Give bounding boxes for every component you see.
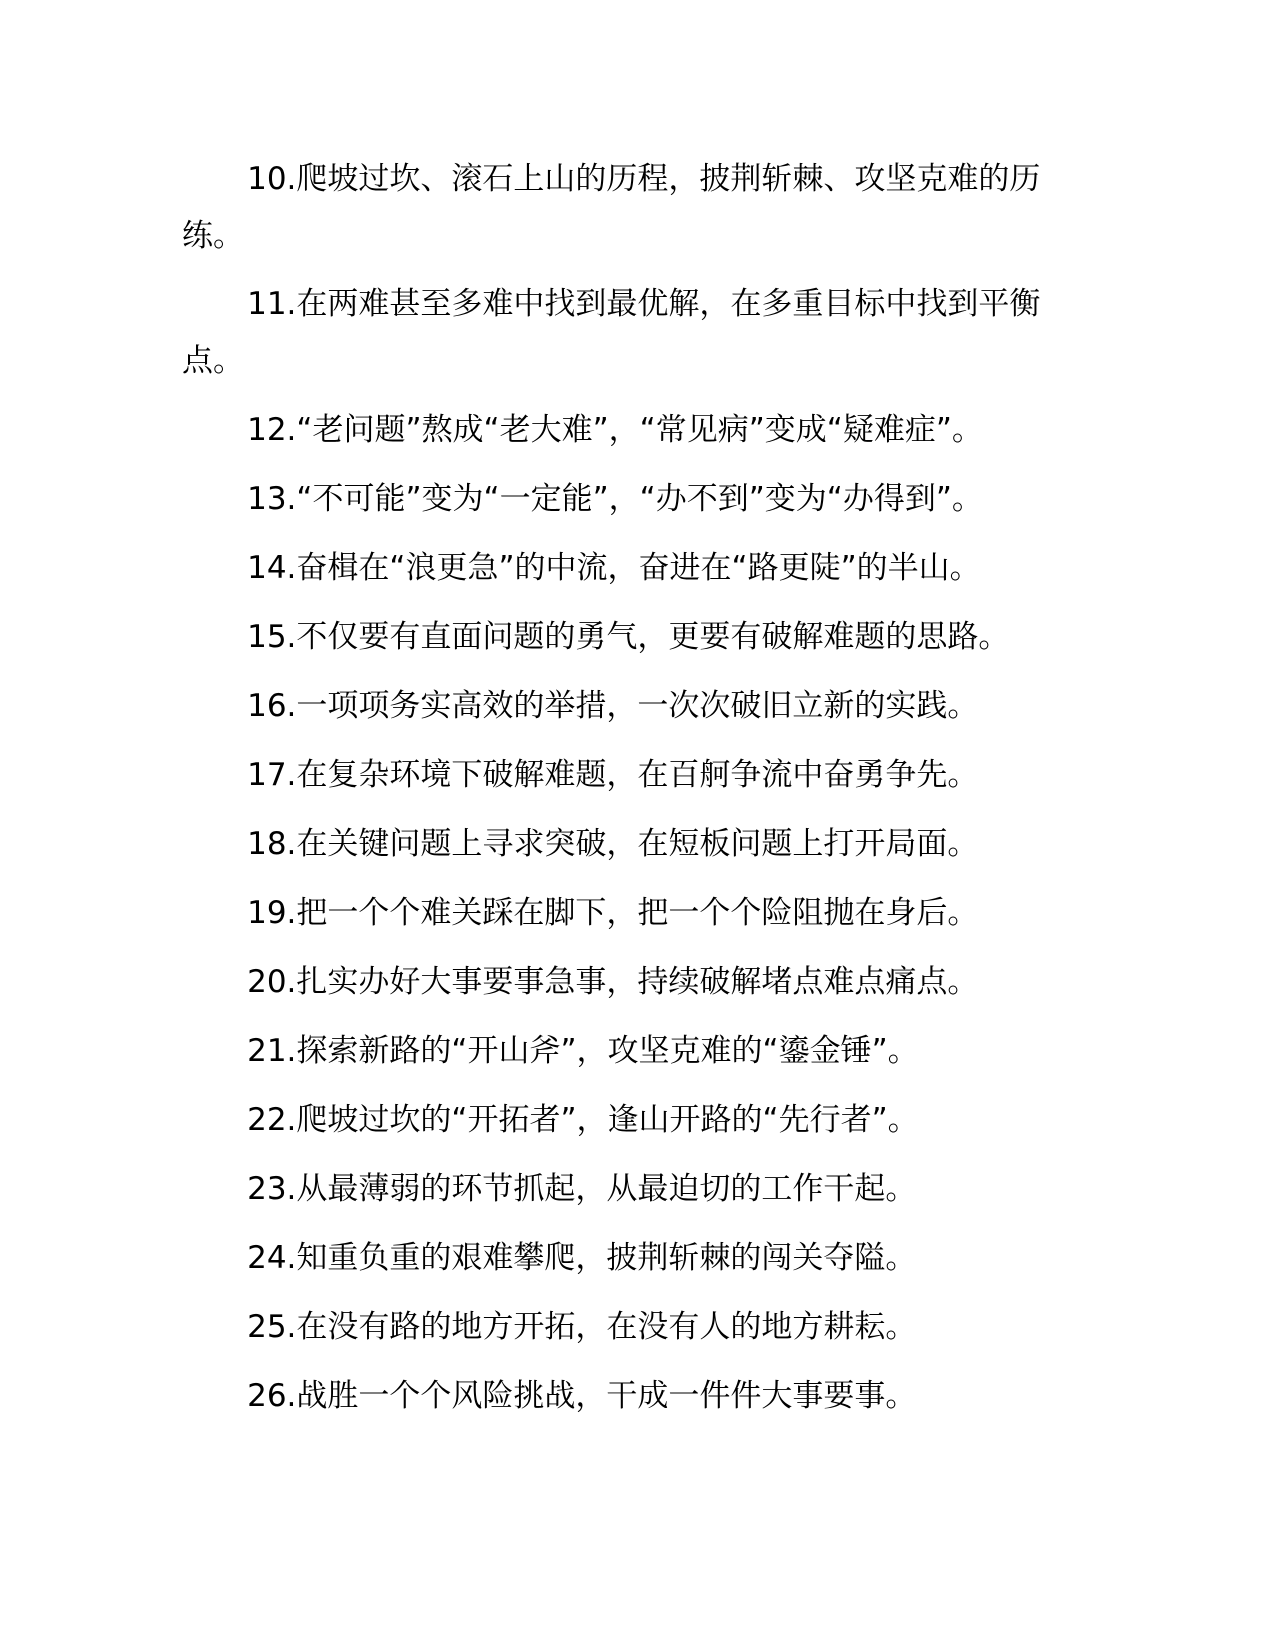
list-item: 19.把一个个难关踩在脚下，把一个个险阻抛在身后。	[247, 895, 979, 931]
list-item: 25.在没有路的地方开拓，在没有人的地方耕耘。	[247, 1309, 917, 1345]
list-item: 23.从最薄弱的环节抓起，从最迫切的工作干起。	[247, 1171, 917, 1207]
document-body	[182, 151, 1080, 1436]
list-item: 22.爬坡过坎的“开拓者”，逢山开路的“先行者”。	[247, 1102, 919, 1138]
list-item: 18.在关键问题上寻求突破，在短板问题上打开局面。	[247, 826, 979, 862]
list-item: 24.知重负重的艰难攀爬，披荆斩棘的闯关夺隘。	[247, 1240, 917, 1276]
list-item: 12.“老问题”熬成“老大难”，“常见病”变成“疑难症”。	[247, 412, 983, 448]
list-item: 11.在两难甚至多难中找到最优解，在多重目标中找到平衡点。	[182, 286, 1041, 379]
list-item: 17.在复杂环境下破解难题，在百舸争流中奋勇争先。	[247, 757, 979, 793]
list-item: 26.战胜一个个风险挑战，干成一件件大事要事。	[247, 1378, 917, 1414]
list-item: 15.不仅要有直面问题的勇气，更要有破解难题的思路。	[247, 619, 1010, 655]
list-item: 21.探索新路的“开山斧”，攻坚克难的“鎏金锤”。	[247, 1033, 919, 1069]
list-item: 14.奋楫在“浪更急”的中流，奋进在“路更陡”的半山。	[247, 550, 981, 586]
list-item: 16.一项项务实高效的举措，一次次破旧立新的实践。	[247, 688, 979, 724]
list-item: 10.爬坡过坎、滚石上山的历程，披荆斩棘、攻坚克难的历练。	[182, 161, 1041, 254]
list-item: 13.“不可能”变为“一定能”，“办不到”变为“办得到”。	[247, 481, 983, 517]
list-item: 20.扎实办好大事要事急事，持续破解堵点难点痛点。	[247, 964, 979, 1000]
